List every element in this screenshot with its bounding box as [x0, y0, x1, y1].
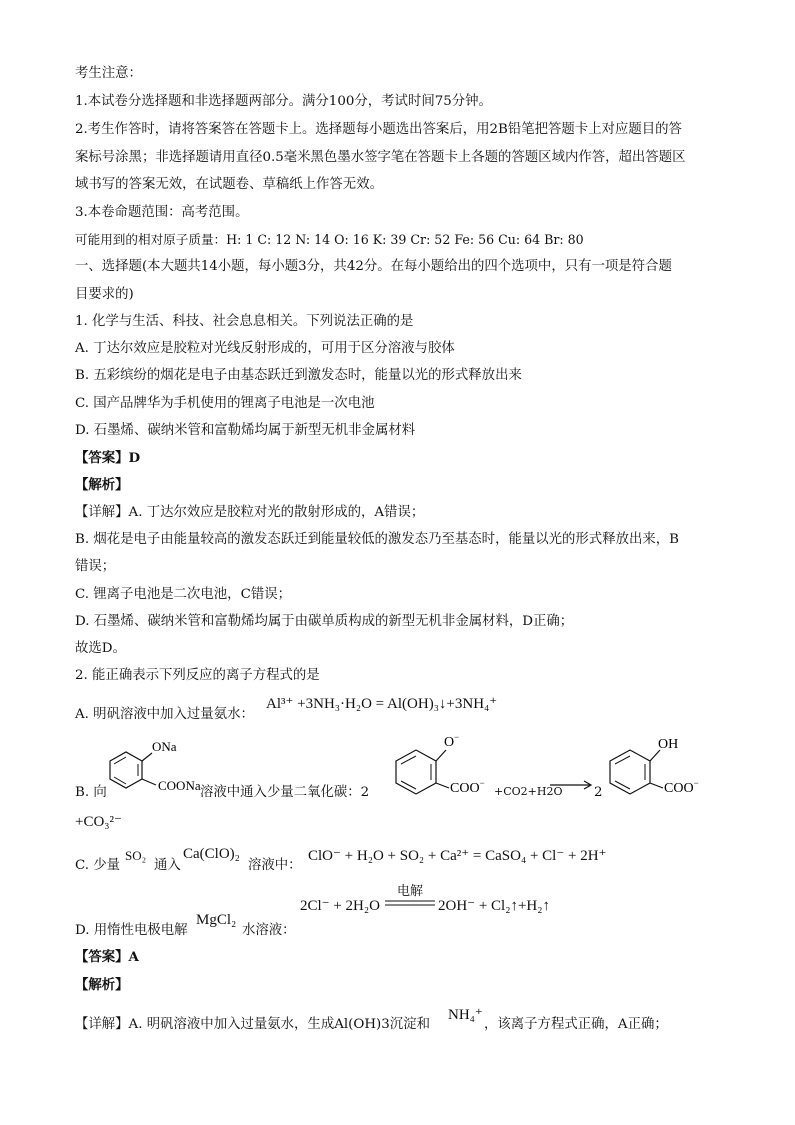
q1-answer: 【答案】D: [75, 450, 141, 466]
salicylate-anion-structure: [600, 728, 710, 808]
q2-option-b-tail: +CO₃²⁻: [75, 814, 122, 830]
q1-conclusion: 故选D。: [75, 641, 126, 656]
reaction-arrow-icon: [548, 778, 594, 792]
q2-stem: 2. 能正确表示下列反应的离子方程式的是: [75, 668, 320, 683]
notice-item-2-end: 域书写的答案无效，在试题卷、草稿纸上作答无效。: [75, 177, 383, 192]
q2-option-c-salt: Ca(ClO)₂: [183, 846, 240, 862]
q2-option-c-so2: SO₂: [125, 848, 147, 863]
coo-minus-label: COO−: [450, 778, 485, 796]
oh-label: OH: [658, 737, 679, 752]
q1-detail-d: D. 石墨烯、碳纳米管和富勒烯均属于由碳单质构成的新型无机非金属材料，D正确；: [75, 614, 574, 629]
q1-detail-a: 【详解】A. 丁达尔效应是胶粒对光的散射形成的，A错误；: [75, 505, 425, 520]
atomic-masses: 可能用到的相对原子质量：H: 1 C: 12 N: 14 O: 16 K: 39 Cr: 52 Fe: 56 Cu: 64 Br: 80: [75, 232, 584, 247]
q2-option-c-suffix: 溶液中：: [248, 858, 302, 873]
q2-detail-suffix: ，该离子方程式正确，A正确；: [484, 1017, 668, 1032]
q2-option-d-suffix: 水溶液：: [242, 923, 296, 938]
q2-option-c-prefix: C. 少量: [75, 858, 121, 873]
q1-detail-b-cont: 错误；: [75, 559, 116, 574]
q1-option-d: D. 石墨烯、碳纳米管和富勒烯均属于新型无机非金属材料: [75, 423, 416, 438]
q2-option-d-left: 2Cl⁻ + 2H₂O: [300, 898, 380, 914]
o-minus-label: O−: [444, 732, 460, 750]
section-heading-cont: 目要求的): [75, 287, 134, 302]
q2-option-b-reagent: +CO2+H2O: [494, 785, 563, 798]
q1-option-c: C. 国产品牌华为手机使用的锂离子电池是一次电池: [75, 396, 375, 411]
notice-item-3: 3.本卷命题范围：高考范围。: [75, 205, 249, 220]
notice-item-2-cont: 案标号涂黑；非选择题请用直径0.5毫米黑色墨水签字笔在答题卡上各题的答题区域内作答，超出答题区: [75, 150, 686, 165]
ona-label: ONa: [152, 739, 177, 754]
q2-analysis-label: 【解析】: [75, 977, 129, 993]
electrolysis-condition: 电解: [396, 884, 423, 899]
q2-detail-prefix: 【详解】A. 明矾溶液中加入过量氨水，生成Al(OH)3沉淀和: [75, 1017, 430, 1032]
q2-option-d-salt: MgCl₂: [196, 912, 237, 928]
q2-detail-ion: NH₄⁺: [448, 1007, 483, 1023]
q1-option-b: B. 五彩缤纷的烟花是电子由基态跃迁到激发态时，能量以光的形式释放出来: [75, 368, 522, 383]
q1-stem: 1. 化学与生活、科技、社会息息相关。下列说法正确的是: [75, 314, 414, 329]
q1-detail-c: C. 锂离子电池是二次电池，C错误；: [75, 587, 291, 602]
q2-option-c-into: 通入: [154, 858, 181, 873]
q2-answer: 【答案】A: [75, 949, 139, 965]
q2-option-c-equation: ClO⁻ + H₂O + SO₂ + Ca²⁺ = CaSO₄ + Cl⁻ + 2H⁺: [308, 848, 607, 864]
coona-label: COONa: [158, 778, 201, 793]
q2-option-b-prefix: B. 向: [75, 785, 107, 800]
equals-bar-icon: [384, 899, 436, 907]
notice-title: 考生注意：: [75, 66, 142, 81]
q2-option-a-equation: Al³⁺ +3NH₃·H₂O = Al(OH)₃↓+3NH₄⁺: [266, 696, 498, 712]
q1-option-a: A. 丁达尔效应是胶粒对光线反射形成的，可用于区分溶液与胶体: [75, 341, 455, 356]
section-heading: 一、选择题(本大题共14小题，每小题3分，共42分。在每小题给出的四个选项中，只有一项是符合题: [75, 259, 672, 274]
q2-option-a-text: A. 明矾溶液中加入过量氨水：: [75, 707, 254, 722]
notice-item-1: 1.本试卷分选择题和非选择题两部分。满分100分，考试时间75分钟。: [75, 94, 492, 109]
q1-detail-b: B. 烟花是电子由能量较高的激发态跃迁到能量较低的激发态乃至基态时，能量以光的形式释放出来，B: [75, 532, 679, 547]
coo-minus-label-2: COO−: [664, 778, 699, 796]
q2-option-b-mid: 溶液中通入少量二氧化碳：2: [200, 785, 370, 800]
q2-option-d-right: 2OH⁻ + Cl₂↑+H₂↑: [438, 898, 550, 914]
phenoxide-carboxylate-structure: [386, 728, 502, 808]
q2-option-b-coef: 2: [594, 785, 603, 800]
q2-option-d-text: D. 用惰性电极电解: [75, 923, 188, 938]
notice-item-2: 2.考生作答时，请将答案答在答题卡上。选择题每小题选出答案后，用2B铅笔把答题卡上对应题目的答: [75, 122, 682, 137]
q1-analysis-label: 【解析】: [75, 477, 129, 493]
